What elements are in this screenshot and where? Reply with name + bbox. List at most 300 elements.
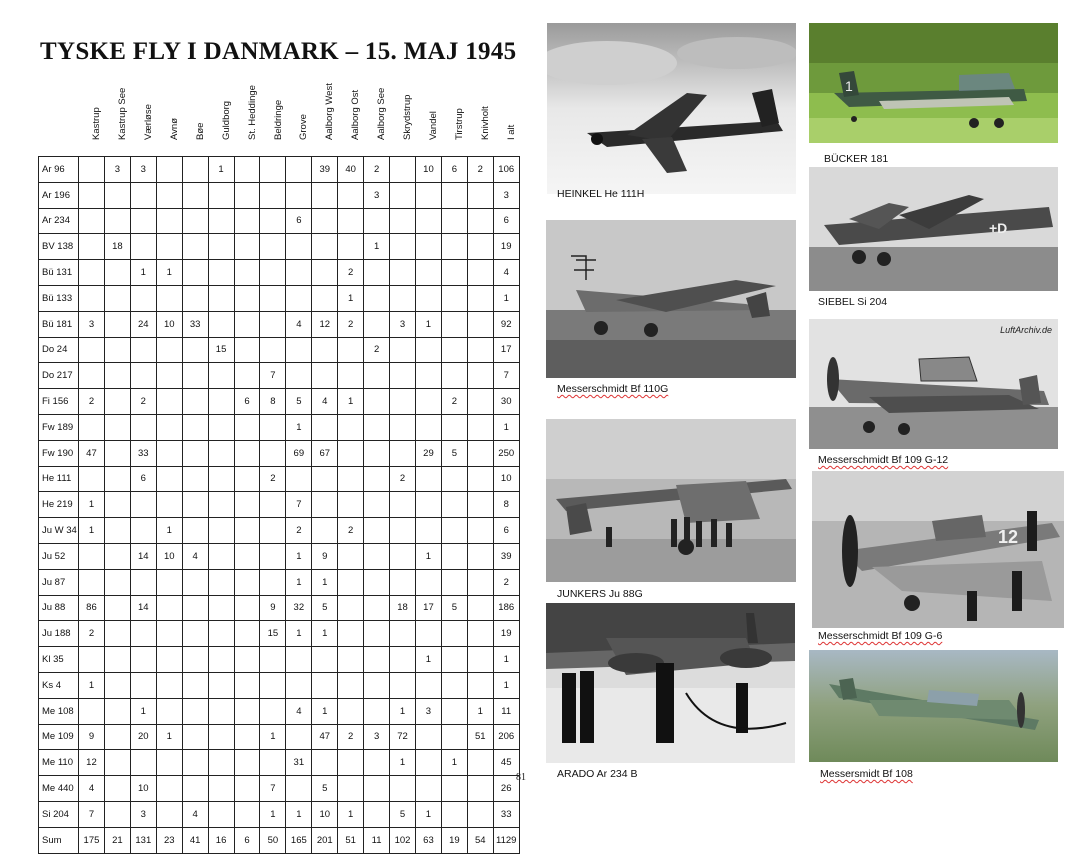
table-cell bbox=[130, 337, 156, 363]
table-cell: 14 bbox=[130, 595, 156, 621]
table-cell bbox=[208, 363, 234, 389]
table-cell bbox=[415, 234, 441, 260]
table-cell bbox=[104, 621, 130, 647]
table-cell: 6 bbox=[493, 518, 519, 544]
table-cell bbox=[130, 672, 156, 698]
table-cell: 8 bbox=[493, 492, 519, 518]
table-cell: 4 bbox=[182, 801, 208, 827]
row-label: Ju 87 bbox=[39, 569, 79, 595]
table-cell bbox=[130, 234, 156, 260]
table-cell: 5 bbox=[312, 595, 338, 621]
column-header-label: Beldringe bbox=[272, 99, 284, 140]
table-cell bbox=[364, 543, 390, 569]
table-cell: 2 bbox=[467, 157, 493, 183]
table-cell bbox=[104, 260, 130, 286]
table-cell: 2 bbox=[260, 466, 286, 492]
table-cell bbox=[312, 234, 338, 260]
row-label: Me 110 bbox=[39, 750, 79, 776]
column-header-label: Grove bbox=[298, 114, 310, 140]
table-cell: 2 bbox=[338, 311, 364, 337]
table-cell: 1 bbox=[493, 414, 519, 440]
table-cell: 201 bbox=[312, 827, 338, 853]
table-cell bbox=[182, 208, 208, 234]
table-cell bbox=[104, 311, 130, 337]
column-header bbox=[288, 95, 308, 151]
table-row bbox=[39, 518, 520, 544]
table-cell bbox=[260, 260, 286, 286]
table-cell bbox=[104, 595, 130, 621]
column-header bbox=[81, 95, 101, 151]
table-cell: 30 bbox=[493, 389, 519, 415]
table-cell bbox=[286, 363, 312, 389]
table-cell: 6 bbox=[441, 157, 467, 183]
table-cell bbox=[104, 182, 130, 208]
table-cell: 2 bbox=[79, 389, 105, 415]
table-cell bbox=[156, 776, 182, 802]
column-header-label: Skrydstrup bbox=[402, 94, 414, 140]
table-row bbox=[39, 569, 520, 595]
table-cell bbox=[364, 389, 390, 415]
table-cell bbox=[415, 492, 441, 518]
photo-siebel bbox=[809, 167, 1058, 291]
table-cell bbox=[312, 414, 338, 440]
table-cell bbox=[441, 234, 467, 260]
table-cell bbox=[234, 724, 260, 750]
table-cell bbox=[182, 672, 208, 698]
table-cell bbox=[415, 182, 441, 208]
table-cell bbox=[104, 801, 130, 827]
photo-caption: BÜCKER 181 bbox=[824, 153, 889, 165]
table-cell bbox=[415, 285, 441, 311]
table-cell bbox=[364, 801, 390, 827]
column-header bbox=[211, 95, 231, 151]
table-row bbox=[39, 389, 520, 415]
table-cell: 2 bbox=[493, 569, 519, 595]
table-cell bbox=[260, 337, 286, 363]
table-cell: 47 bbox=[79, 440, 105, 466]
table-cell bbox=[208, 234, 234, 260]
table-cell bbox=[130, 492, 156, 518]
table-cell bbox=[312, 466, 338, 492]
table-cell bbox=[130, 518, 156, 544]
row-label: Do 24 bbox=[39, 337, 79, 363]
table-cell bbox=[79, 698, 105, 724]
table-cell: 4 bbox=[286, 698, 312, 724]
table-row bbox=[39, 234, 520, 260]
row-label: Bü 133 bbox=[39, 285, 79, 311]
table-cell bbox=[104, 543, 130, 569]
table-cell bbox=[441, 801, 467, 827]
table-cell bbox=[260, 285, 286, 311]
table-cell bbox=[441, 569, 467, 595]
aircraft-table bbox=[38, 156, 520, 854]
table-cell bbox=[182, 776, 208, 802]
table-cell bbox=[234, 776, 260, 802]
table-cell bbox=[130, 750, 156, 776]
table-cell bbox=[312, 363, 338, 389]
table-cell: 1 bbox=[79, 672, 105, 698]
table-cell: 1 bbox=[156, 518, 182, 544]
table-cell: 11 bbox=[364, 827, 390, 853]
row-label: Do 217 bbox=[39, 363, 79, 389]
table-cell bbox=[260, 750, 286, 776]
table-cell bbox=[208, 285, 234, 311]
table-cell bbox=[79, 363, 105, 389]
table-cell bbox=[390, 285, 416, 311]
column-header bbox=[496, 95, 516, 151]
table-cell: 41 bbox=[182, 827, 208, 853]
table-cell bbox=[467, 234, 493, 260]
scanned-book-page bbox=[0, 0, 540, 846]
table-cell bbox=[415, 466, 441, 492]
table-cell: 7 bbox=[493, 363, 519, 389]
table-cell: 4 bbox=[286, 311, 312, 337]
table-cell bbox=[467, 750, 493, 776]
table-cell bbox=[467, 414, 493, 440]
table-cell bbox=[234, 518, 260, 544]
table-cell bbox=[156, 569, 182, 595]
table-cell bbox=[234, 801, 260, 827]
table-cell bbox=[390, 389, 416, 415]
table-cell: 3 bbox=[79, 311, 105, 337]
table-cell: 1 bbox=[467, 698, 493, 724]
table-row bbox=[39, 750, 520, 776]
table-cell bbox=[182, 518, 208, 544]
table-cell: 5 bbox=[390, 801, 416, 827]
table-cell bbox=[79, 414, 105, 440]
table-cell bbox=[104, 492, 130, 518]
row-label: BV 138 bbox=[39, 234, 79, 260]
table-cell bbox=[130, 414, 156, 440]
table-row bbox=[39, 827, 520, 853]
column-header bbox=[366, 87, 388, 151]
table-cell: 3 bbox=[130, 801, 156, 827]
table-cell bbox=[467, 543, 493, 569]
table-cell: 1 bbox=[286, 801, 312, 827]
table-cell bbox=[441, 311, 467, 337]
table-cell bbox=[260, 182, 286, 208]
table-cell bbox=[234, 595, 260, 621]
table-cell bbox=[364, 621, 390, 647]
table-cell bbox=[312, 260, 338, 286]
table-cell bbox=[338, 466, 364, 492]
table-cell bbox=[364, 595, 390, 621]
table-cell: 3 bbox=[364, 724, 390, 750]
table-cell bbox=[441, 776, 467, 802]
table-cell bbox=[415, 518, 441, 544]
table-cell bbox=[260, 698, 286, 724]
table-cell bbox=[79, 234, 105, 260]
table-cell: 1 bbox=[312, 621, 338, 647]
table-cell bbox=[338, 698, 364, 724]
table-cell: 10 bbox=[156, 311, 182, 337]
table-cell: 9 bbox=[312, 543, 338, 569]
table-cell bbox=[364, 750, 390, 776]
table-cell bbox=[208, 724, 234, 750]
table-cell: 2 bbox=[338, 260, 364, 286]
table-cell: 18 bbox=[390, 595, 416, 621]
table-cell bbox=[338, 234, 364, 260]
photo-arado bbox=[546, 603, 795, 763]
table-cell bbox=[156, 389, 182, 415]
table-cell bbox=[441, 363, 467, 389]
table-cell: 10 bbox=[312, 801, 338, 827]
table-cell bbox=[364, 363, 390, 389]
table-cell bbox=[286, 234, 312, 260]
table-cell bbox=[234, 672, 260, 698]
table-cell bbox=[182, 750, 208, 776]
table-cell bbox=[467, 492, 493, 518]
row-label: Ks 4 bbox=[39, 672, 79, 698]
table-cell bbox=[390, 157, 416, 183]
table-cell bbox=[390, 543, 416, 569]
table-cell bbox=[104, 466, 130, 492]
table-cell bbox=[415, 672, 441, 698]
row-label: Me 440 bbox=[39, 776, 79, 802]
table-row bbox=[39, 543, 520, 569]
table-cell bbox=[390, 672, 416, 698]
table-cell: 10 bbox=[493, 466, 519, 492]
table-cell bbox=[156, 414, 182, 440]
table-cell bbox=[104, 285, 130, 311]
table-cell: 51 bbox=[467, 724, 493, 750]
table-cell bbox=[208, 440, 234, 466]
table-cell: 31 bbox=[286, 750, 312, 776]
table-row bbox=[39, 595, 520, 621]
table-cell bbox=[441, 337, 467, 363]
table-cell: 2 bbox=[390, 466, 416, 492]
table-cell bbox=[104, 750, 130, 776]
column-header bbox=[133, 95, 153, 151]
table-cell bbox=[364, 466, 390, 492]
table-cell bbox=[208, 260, 234, 286]
table-cell bbox=[467, 518, 493, 544]
photo-bf109-g6 bbox=[812, 471, 1064, 628]
table-cell: 32 bbox=[286, 595, 312, 621]
table-row bbox=[39, 466, 520, 492]
row-label: Fw 189 bbox=[39, 414, 79, 440]
table-cell bbox=[364, 518, 390, 544]
table-cell: 1 bbox=[415, 311, 441, 337]
table-cell bbox=[234, 492, 260, 518]
table-cell bbox=[156, 337, 182, 363]
table-cell: 26 bbox=[493, 776, 519, 802]
table-cell bbox=[441, 414, 467, 440]
table-cell bbox=[182, 182, 208, 208]
table-cell bbox=[208, 595, 234, 621]
table-cell bbox=[130, 208, 156, 234]
table-cell bbox=[467, 776, 493, 802]
table-cell: 16 bbox=[208, 827, 234, 853]
table-cell: 86 bbox=[79, 595, 105, 621]
table-cell: 250 bbox=[493, 440, 519, 466]
table-cell bbox=[338, 182, 364, 208]
table-cell bbox=[234, 647, 260, 673]
table-cell: 1 bbox=[390, 750, 416, 776]
table-cell bbox=[182, 724, 208, 750]
table-cell bbox=[234, 182, 260, 208]
table-cell bbox=[156, 208, 182, 234]
table-cell: 3 bbox=[415, 698, 441, 724]
table-cell: 165 bbox=[286, 827, 312, 853]
table-cell bbox=[467, 208, 493, 234]
table-cell: 4 bbox=[493, 260, 519, 286]
table-cell: 1 bbox=[493, 672, 519, 698]
table-cell: 6 bbox=[286, 208, 312, 234]
table-cell bbox=[234, 569, 260, 595]
table-cell: 186 bbox=[493, 595, 519, 621]
table-cell: 2 bbox=[130, 389, 156, 415]
table-cell: 33 bbox=[493, 801, 519, 827]
table-cell bbox=[182, 440, 208, 466]
table-cell bbox=[415, 621, 441, 647]
table-cell bbox=[234, 311, 260, 337]
table-cell bbox=[234, 621, 260, 647]
table-cell bbox=[390, 234, 416, 260]
table-cell: 51 bbox=[338, 827, 364, 853]
table-cell bbox=[208, 466, 234, 492]
table-cell: 69 bbox=[286, 440, 312, 466]
table-cell bbox=[104, 363, 130, 389]
table-cell bbox=[260, 208, 286, 234]
table-cell bbox=[467, 389, 493, 415]
table-cell bbox=[338, 363, 364, 389]
table-cell: 1 bbox=[286, 569, 312, 595]
table-cell bbox=[390, 414, 416, 440]
table-cell bbox=[260, 518, 286, 544]
table-cell bbox=[415, 260, 441, 286]
table-cell bbox=[286, 647, 312, 673]
table-row bbox=[39, 647, 520, 673]
table-cell bbox=[104, 414, 130, 440]
photo-caption: SIEBEL Si 204 bbox=[818, 296, 888, 308]
table-cell bbox=[208, 569, 234, 595]
photo-watermark: LuftArchiv.de bbox=[1000, 325, 1052, 335]
table-cell bbox=[234, 440, 260, 466]
table-cell bbox=[312, 750, 338, 776]
row-label: Me 109 bbox=[39, 724, 79, 750]
table-cell bbox=[441, 285, 467, 311]
column-header bbox=[185, 95, 205, 151]
column-header-label: St. Heddinge bbox=[246, 85, 258, 140]
table-cell: 7 bbox=[286, 492, 312, 518]
table-cell bbox=[390, 363, 416, 389]
table-cell bbox=[260, 234, 286, 260]
table-cell: 3 bbox=[130, 157, 156, 183]
row-label: Ju 52 bbox=[39, 543, 79, 569]
table-cell: 5 bbox=[312, 776, 338, 802]
photo-caption: HEINKEL He 111H bbox=[557, 188, 645, 200]
table-cell bbox=[234, 285, 260, 311]
table-cell bbox=[234, 363, 260, 389]
table-cell: 2 bbox=[338, 724, 364, 750]
column-header-label: Aalborg See bbox=[376, 87, 388, 140]
table-cell: 1 bbox=[130, 260, 156, 286]
table-cell bbox=[364, 414, 390, 440]
table-cell bbox=[364, 208, 390, 234]
row-label: Fi 156 bbox=[39, 389, 79, 415]
table-cell: 4 bbox=[182, 543, 208, 569]
table-cell bbox=[364, 285, 390, 311]
table-cell: 1 bbox=[312, 698, 338, 724]
table-cell bbox=[441, 621, 467, 647]
table-cell bbox=[286, 182, 312, 208]
table-cell bbox=[260, 543, 286, 569]
column-header bbox=[263, 95, 283, 151]
table-cell bbox=[156, 363, 182, 389]
table-row bbox=[39, 363, 520, 389]
table-cell bbox=[79, 208, 105, 234]
table-row bbox=[39, 492, 520, 518]
table-cell bbox=[104, 647, 130, 673]
table-cell: 1 bbox=[156, 260, 182, 286]
photo-bf110 bbox=[546, 220, 796, 378]
table-cell bbox=[79, 647, 105, 673]
table-cell bbox=[234, 208, 260, 234]
photo-caption: Messerschmidt Bf 109 G-12 bbox=[818, 454, 949, 466]
photo-caption: Messerschmidt Bf 110G bbox=[557, 383, 669, 395]
table-cell bbox=[467, 672, 493, 698]
table-cell bbox=[338, 569, 364, 595]
table-cell bbox=[312, 182, 338, 208]
row-label: Bü 131 bbox=[39, 260, 79, 286]
column-header-label: Knivholt bbox=[479, 106, 491, 140]
table-cell bbox=[364, 260, 390, 286]
table-cell: 102 bbox=[390, 827, 416, 853]
table-cell bbox=[338, 543, 364, 569]
table-cell bbox=[234, 337, 260, 363]
table-cell bbox=[441, 543, 467, 569]
table-cell: 7 bbox=[79, 801, 105, 827]
table-row bbox=[39, 337, 520, 363]
table-cell: 14 bbox=[130, 543, 156, 569]
table-cell: 15 bbox=[208, 337, 234, 363]
table-cell: 39 bbox=[493, 543, 519, 569]
table-cell bbox=[182, 647, 208, 673]
table-cell: 33 bbox=[130, 440, 156, 466]
table-cell bbox=[260, 440, 286, 466]
table-cell bbox=[156, 698, 182, 724]
table-cell: 23 bbox=[156, 827, 182, 853]
table-cell bbox=[208, 311, 234, 337]
table-cell bbox=[467, 647, 493, 673]
table-cell bbox=[390, 518, 416, 544]
table-cell bbox=[208, 801, 234, 827]
table-cell bbox=[79, 285, 105, 311]
table-cell bbox=[338, 750, 364, 776]
table-cell bbox=[467, 801, 493, 827]
table-cell bbox=[182, 337, 208, 363]
table-row bbox=[39, 440, 520, 466]
table-cell bbox=[390, 569, 416, 595]
table-cell bbox=[260, 647, 286, 673]
table-cell bbox=[182, 260, 208, 286]
table-cell bbox=[390, 621, 416, 647]
column-header-label: I alt bbox=[505, 124, 517, 140]
table-cell bbox=[441, 208, 467, 234]
table-row bbox=[39, 285, 520, 311]
table-cell bbox=[467, 440, 493, 466]
column-header-label: Værløse bbox=[142, 104, 154, 140]
table-cell: 1 bbox=[338, 389, 364, 415]
table-cell bbox=[441, 182, 467, 208]
column-header-label: Guldborg bbox=[220, 100, 232, 140]
table-cell bbox=[338, 595, 364, 621]
table-cell bbox=[234, 234, 260, 260]
table-cell bbox=[208, 389, 234, 415]
table-cell bbox=[286, 337, 312, 363]
table-cell bbox=[390, 647, 416, 673]
